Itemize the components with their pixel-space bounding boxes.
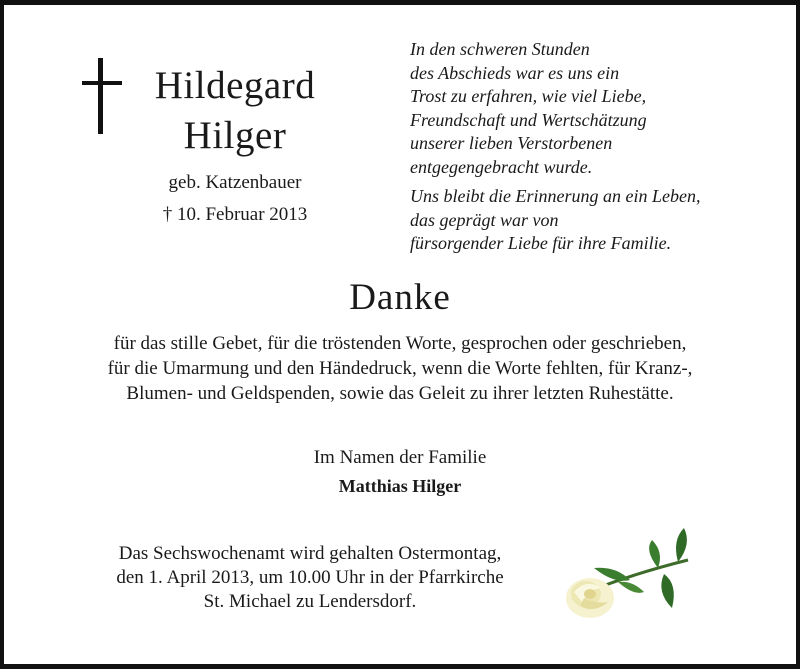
poem-line: unserer lieben Verstorbenen <box>410 133 613 153</box>
deceased-first-name: Hildegard <box>154 64 316 107</box>
signature-name: Matthias Hilger <box>338 476 462 496</box>
thanks-line: Blumen- und Geldspenden, sowie das Geleit zu ihrer letzten Ruhestätte. <box>126 383 674 404</box>
service-line: Das Sechswochenamt wird gehalten Ostermontag, <box>118 543 502 564</box>
poem-line: Uns bleibt die Erinnerung an ein Leben, <box>410 186 701 206</box>
rose-icon <box>560 522 710 632</box>
poem-line: des Abschieds war es uns ein <box>410 62 620 83</box>
poem-line: das geprägt war von <box>410 209 559 230</box>
memorial-poem <box>410 38 790 256</box>
service-line: den 1. April 2013, um 10.00 Uhr in der Pfarrkirche <box>116 567 504 588</box>
death-date: † 10. Februar 2013 <box>162 204 308 225</box>
thanks-line: für das stille Gebet, für die tröstenden Worte, gesprochen oder geschrieben, <box>113 333 687 354</box>
service-line: St. Michael zu Lendersdorf. <box>203 591 417 612</box>
heading-danke: Danke <box>349 277 451 318</box>
birth-name: geb. Katzenbauer <box>168 172 302 193</box>
service-announcement <box>40 542 580 614</box>
thanks-text <box>0 331 800 406</box>
poem-line: fürsorgender Liebe für ihre Familie. <box>410 233 672 253</box>
deceased-last-name: Hilger <box>183 114 287 157</box>
signature-intro: Im Namen der Familie <box>313 447 487 468</box>
poem-line: entgegengebracht wurde. <box>410 156 593 177</box>
cross-icon <box>82 58 122 134</box>
thanks-line: für die Umarmung und den Händedruck, wenn die Worte fehlten, für Kranz-, <box>107 358 693 379</box>
poem-line: Trost zu erfahren, wie viel Liebe, <box>410 86 647 106</box>
poem-line: Freundschaft und Wertschätzung <box>410 109 647 130</box>
poem-line: In den schweren Stunden <box>410 39 590 59</box>
